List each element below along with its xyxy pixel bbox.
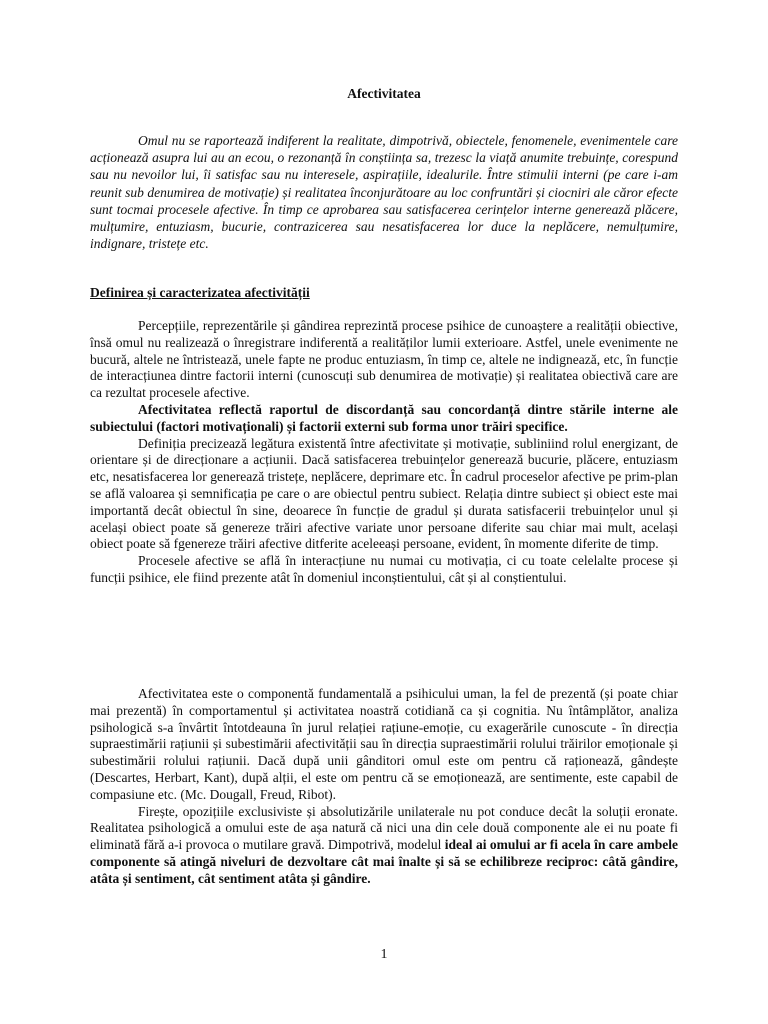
paragraph: Percepțiile, reprezentările și gândirea reprezintă procese psihice de cunoaștere a realității obiective, însă omul nu realizează o înregistrare indiferentă a realităților lumii exterioare. Astfel, unele evenimente ne bucură, altele ne întristează, unele fapte ne produc entuziasm, în timp ce, altele ne indignează, etc, în funcție de interacțiunea dintre factorii interni (cunoscuți sub denumirea de motivație) și realitatea obiectivă care are ca rezultat procesele afective. — [90, 318, 678, 401]
intro-paragraph: Omul nu se raportează indiferent la realitate, dimpotrivă, obiectele, fenomenele, evenimentele care acționează asupra lui au an ecou, o rezonanță în conștiința sa, trezesc la viață anumite trebuințe, corespund sau nu nevoilor lui, îi satisfac sau nu interesele, aspirațiile, idealurile. Între stimulii interni (pe care i-am reunit sub denumirea de motivație) și realitatea înconjurătoare au loc confruntări și ciocniri ale căror efecte sunt tocmai procesele afective. În timp ce aprobarea sau satisfacerea cerințelor interne generează plăcere, mulțumire, entuziasm, bucurie, contrazicerea sau nesatisfacerea lor duce la neplăcere, nemulțumire, indignare, tristețe etc. — [90, 133, 678, 252]
document-title: Afectivitatea — [347, 86, 421, 101]
page-number: 1 — [380, 947, 388, 962]
document-page — [90, 0, 678, 1024]
definition-paragraph: Afectivitatea reflectă raportul de discordanță sau concordanță dintre stările interne ale subiectului (factori motivaționali) și factorii externi sub forma unor trăiri specifice. — [90, 401, 678, 434]
section-body — [90, 318, 678, 587]
paragraph-text: Firește, opozițiile exclusiviste și absolutizările unilaterale nu pot conduce decât la soluții eronate. Realitatea psihologică a omului este de așa natură că nici una din cele două componente ale ei nu poate fi eliminată fără a-i provoca o mutilare gravă. Dimpotrivă, modelul — [90, 803, 678, 853]
second-section-body — [90, 686, 678, 888]
paragraph: Procesele afective se află în interacțiune nu numai cu motivația, ci cu toate celelalte procese și funcții psihice, ele fiind prezente atât în domeniul inconștientului, cât și al conștientului. — [90, 553, 678, 585]
section-heading: Definirea și caracterizatea afectivității — [90, 285, 310, 300]
bold-text: ideal ai omului ar fi acela în care ambele componente să atingă niveluri de dezvoltare cât mai înalte și să se echilibreze reciproc: câtă gândire, atâta și sentiment, cât sentiment atâta și gândire. — [90, 837, 678, 886]
paragraph: Afectivitatea este o componentă fundamentală a psihicului uman, la fel de prezentă (și poate chiar mai prezentă) în comportamentul și activitatea noastră cotidiană ca și cognitia. Nu întâmplător, analiza psihologică s-a învârtit întotdeauna în jurul relației rațiune-emoție, cu exagerările cunoscute - în direcția supraestimării rațiunii și subestimării afectivității sau în direcția supraestimării rolului trăirilor emoționale și subestimării rolului rațiunii. Dacă după unii gânditori omul este om pentru că raționează, gândește (Descartes, Herbart, Kant), după alții, el este om pentru că se emoționează, are sentimente, este capabil de compasiune etc. (Mc. Dougall, Freud, Ribot). — [90, 686, 678, 802]
paragraph: Definiția precizează legătura existentă între afectivitate și motivație, subliniind rolul energizant, de orientare și de direcționare a acțiunii. Dacă satisfacerea trebuințelor generează bucurie, plăcere, entuziasm etc, nesatisfacerea lor generează tristețe, neplăcere, deprimare etc. În cadrul proceselor afective pe prim-plan se află valoarea și semnificația pe care o are obiectul pentru subiect. Relația dintre subiect și obiect este mai importantă decât obiectul în sine, deoarece în funcție de gradul și durata satisfacerii trebuințelor unul și același obiect poate să genereze trăiri afective variate unor persoane diferite sau chiar mai mult, același obiect poate să fgenereze trăiri afective ditferite aceleeași persoane, evident, în momente diferite de timp. — [90, 435, 678, 552]
paragraph-mixed — [90, 804, 678, 888]
